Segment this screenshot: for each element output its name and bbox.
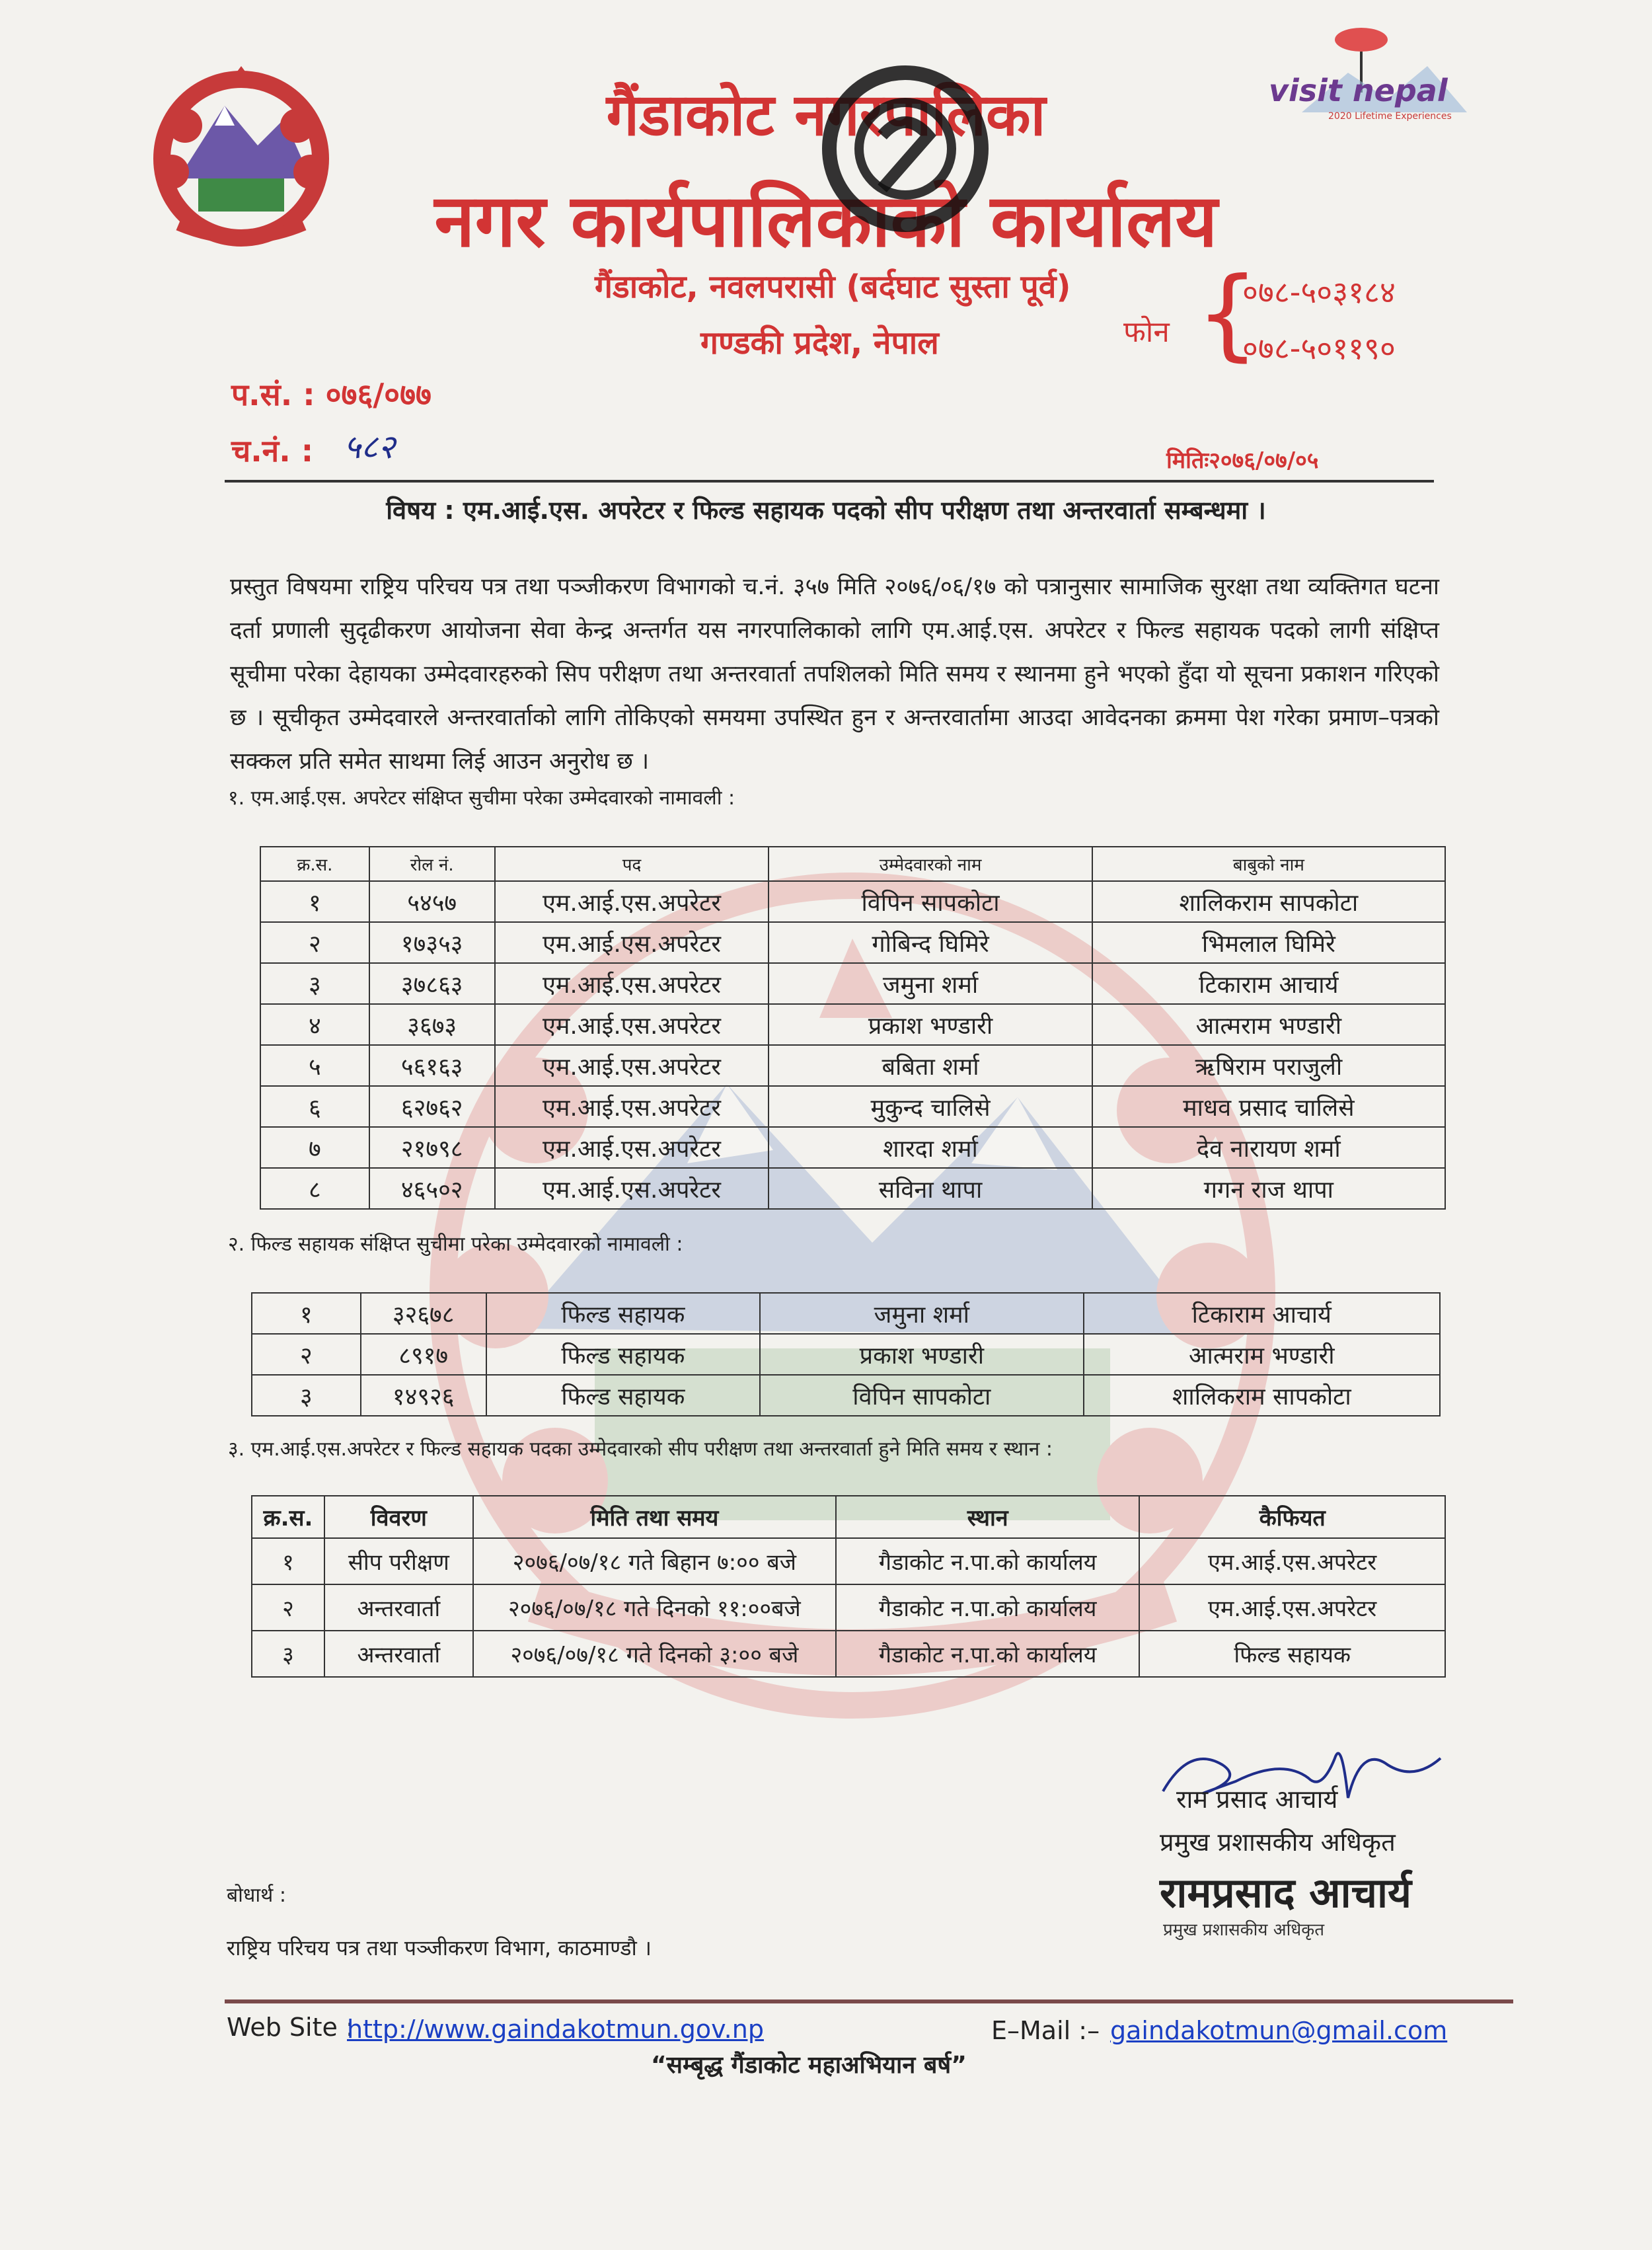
table-header-row: [260, 847, 1445, 881]
table-cell: सीप परीक्षण: [324, 1538, 473, 1584]
section-3-title: ३. एम.आई.एस.अपरेटर र फिल्ड सहायक पदका उम्मेदवारको सीप परीक्षण तथा अन्तरवार्ता हुने मिति समय र स्थान :: [228, 1438, 1053, 1461]
table-cell: एम.आई.एस.अपरेटर: [495, 1168, 769, 1209]
header-divider: [225, 480, 1434, 483]
table-cell: आत्मराम भण्डारी: [1084, 1334, 1440, 1375]
table-cell: १४९२६: [361, 1375, 486, 1416]
office-seal-icon: [819, 63, 991, 235]
office-name: नगर कार्यपालिकाको कार्यालय: [434, 178, 1218, 263]
table-cell: ५४५७: [369, 881, 495, 922]
table-cell: टिकाराम आचार्य: [1092, 963, 1445, 1004]
table-cell: गोबिन्द घिमिरे: [769, 922, 1092, 963]
slogan: “सम्बृद्ध गैंडाकोट महाअभियान बर्ष”: [651, 2052, 967, 2079]
address-line-2: गण्डकी प्रदेश, नेपाल: [700, 325, 939, 362]
visit-nepal-sub: 2020 Lifetime Experiences: [1328, 111, 1452, 122]
table-cell: गैडाकोट न.पा.को कार्यालय: [836, 1584, 1139, 1631]
table-cell: ३: [260, 963, 369, 1004]
table-row: [252, 1538, 1445, 1584]
table-cell: फिल्ड सहायक: [486, 1293, 761, 1334]
table-cell: ऋषिराम पराजुली: [1092, 1045, 1445, 1086]
table-cell: ३६७३: [369, 1004, 495, 1045]
table-cell: एम.आई.एस.अपरेटर: [495, 1127, 769, 1168]
visit-nepal-text: visit nepal: [1269, 73, 1448, 108]
table-cell: ३२६७८: [361, 1293, 486, 1334]
table-cell: २१७९८: [369, 1127, 495, 1168]
table-row: [252, 1631, 1445, 1677]
table-row: [252, 1375, 1440, 1416]
table-cell: ६: [260, 1086, 369, 1127]
table-cell: १: [252, 1293, 361, 1334]
column-header: क्र.स.: [260, 847, 369, 881]
address-line-1: गैंडाकोट, नवलपरासी (बर्दघाट सुस्ता पूर्व): [595, 268, 1071, 305]
table-cell: एम.आई.एस.अपरेटर: [495, 1045, 769, 1086]
section-2-title: २. फिल्ड सहायक संक्षिप्त सुचीमा परेका उम्मेदवारको नामावली :: [228, 1233, 683, 1256]
table-cell: २: [252, 1584, 324, 1631]
table-cell: गैडाकोट न.पा.को कार्यालय: [836, 1631, 1139, 1677]
table-cell: गगन राज थापा: [1092, 1168, 1445, 1209]
column-header: क्र.स.: [252, 1496, 324, 1538]
table-cell: शालिकराम सापकोटा: [1092, 881, 1445, 922]
table-cell: १: [252, 1538, 324, 1584]
column-header: मिति तथा समय: [473, 1496, 836, 1538]
table-cell: प्रकाश भण्डारी: [769, 1004, 1092, 1045]
table-cell: एम.आई.एस.अपरेटर: [495, 1086, 769, 1127]
table-row: [260, 1004, 1445, 1045]
table-cell: जमुना शर्मा: [760, 1293, 1083, 1334]
table-cell: गैडाकोट न.पा.को कार्यालय: [836, 1538, 1139, 1584]
email-label: E–Mail :–: [991, 2016, 1100, 2045]
table-cell: ५६१६३: [369, 1045, 495, 1086]
table-cell: बबिता शर्मा: [769, 1045, 1092, 1086]
phone-brace: {: [1196, 256, 1259, 371]
table-cell: एम.आई.एस.अपरेटर: [495, 963, 769, 1004]
table-cell: विपिन सापकोटा: [760, 1375, 1083, 1416]
table-cell: भिमलाल घिमिरे: [1092, 922, 1445, 963]
table-cell: २: [260, 922, 369, 963]
table-row: [260, 963, 1445, 1004]
reference-cn-label: च.नं. :: [231, 433, 314, 469]
table-cell: २०७६/०७/१८ गते दिनको ३:०० बजे: [473, 1631, 836, 1677]
table-row: [260, 1086, 1445, 1127]
website-link[interactable]: http://www.gaindakotmun.gov.np: [347, 2015, 764, 2044]
table-cell: ५: [260, 1045, 369, 1086]
table-cell: जमुना शर्मा: [769, 963, 1092, 1004]
footer-divider: [225, 1999, 1513, 2003]
table-row: [260, 1168, 1445, 1209]
column-header: पद: [495, 847, 769, 881]
table-cell: एम.आई.एस.अपरेटर: [1139, 1538, 1445, 1584]
phone-number-2: ०७८-५०११९०: [1242, 330, 1396, 366]
table-cell: माधव प्रसाद चालिसे: [1092, 1086, 1445, 1127]
column-header: विवरण: [324, 1496, 473, 1538]
email-link[interactable]: gaindakotmun@gmail.com: [1110, 2016, 1448, 2045]
cc-recipient: राष्ट्रिय परिचय पत्र तथा पञ्जीकरण विभाग, काठमाण्डौ ।: [227, 1935, 652, 1960]
table-cell: देव नारायण शर्मा: [1092, 1127, 1445, 1168]
table-cell: ४६५०२: [369, 1168, 495, 1209]
table-cell: २०७६/०७/१८ गते बिहान ७:०० बजे: [473, 1538, 836, 1584]
column-header: उम्मेदवारको नाम: [769, 847, 1092, 881]
table-cell: अन्तरवार्ता: [324, 1631, 473, 1677]
table-row: [252, 1584, 1445, 1631]
table-cell: एम.आई.एस.अपरेटर: [495, 1004, 769, 1045]
table-row: [260, 881, 1445, 922]
signatory-title: प्रमुख प्रशासकीय अधिकृत: [1160, 1828, 1396, 1857]
column-header: बाबुको नाम: [1092, 847, 1445, 881]
website-label: Web Site :: [227, 2013, 354, 2042]
subject-line: विषय : एम.आई.एस. अपरेटर र फिल्ड सहायक पदको सीप परीक्षण तथा अन्तरवार्ता सम्बन्धमा ।: [386, 496, 1266, 525]
table-cell: १७३५३: [369, 922, 495, 963]
table-cell: ८: [260, 1168, 369, 1209]
phone-number-1: ०७८-५०३१८४: [1242, 274, 1396, 310]
letter-date: मितिः२०७६/०७/०५: [1166, 447, 1319, 474]
table-cell: ६२७६२: [369, 1086, 495, 1127]
table-cell: २: [252, 1334, 361, 1375]
table-cell: विपिन सापकोटा: [769, 881, 1092, 922]
table-cell: मुकुन्द चालिसे: [769, 1086, 1092, 1127]
table-cell: शारदा शर्मा: [769, 1127, 1092, 1168]
table-cell: सविना थापा: [769, 1168, 1092, 1209]
table-cell: ३७८६३: [369, 963, 495, 1004]
column-header: रोल नं.: [369, 847, 495, 881]
table-cell: १: [260, 881, 369, 922]
section-1-title: १. एम.आई.एस. अपरेटर संक्षिप्त सुचीमा परेका उम्मेदवारको नामावली :: [228, 787, 735, 810]
table-row: [260, 1045, 1445, 1086]
table-cell: प्रकाश भण्डारी: [760, 1334, 1083, 1375]
table-cell: एम.आई.एस.अपरेटर: [1139, 1584, 1445, 1631]
table-cell: ८९१७: [361, 1334, 486, 1375]
table-cell: फिल्ड सहायक: [1139, 1631, 1445, 1677]
column-header: कैफियत: [1139, 1496, 1445, 1538]
exam-schedule-table: [251, 1495, 1446, 1678]
reference-ps: प.सं. : ०७६/०७७: [231, 377, 432, 412]
reference-cn-value: ५८२: [344, 428, 395, 466]
municipality-name: गैंडाकोट नगरपालिका: [606, 81, 1046, 149]
table-cell: ७: [260, 1127, 369, 1168]
table-row: [252, 1293, 1440, 1334]
cc-label: बोधार्थ :: [227, 1884, 286, 1907]
table-row: [260, 1127, 1445, 1168]
phone-label: फोन: [1123, 315, 1170, 349]
table-row: [252, 1334, 1440, 1375]
table-cell: फिल्ड सहायक: [486, 1334, 761, 1375]
table-cell: ३: [252, 1375, 361, 1416]
table-cell: एम.आई.एस.अपरेटर: [495, 881, 769, 922]
table-cell: ३: [252, 1631, 324, 1677]
table-cell: एम.आई.एस.अपरेटर: [495, 922, 769, 963]
table-cell: टिकाराम आचार्य: [1084, 1293, 1440, 1334]
name-stamp: रामप्रसाद आचार्य: [1160, 1869, 1411, 1917]
body-paragraph: प्रस्तुत विषयमा राष्ट्रिय परिचय पत्र तथा पञ्जीकरण विभागको च.नं. ३५७ मिति २०७६/०६/१७ को पत्रानुसार सामाजिक सुरक्षा तथा व्यक्तिगत घटना दर्ता प्रणाली सुदृढीकरण आयोजना सेवा केन्द्र अन्तर्गत यस नगरपालिकाको लागि एम.आई.एस. अपरेटर र फिल्ड सहायक पदको लागी संक्षिप्त सूचीमा परेका देहायका उम्मेदवारहरुको सिप परीक्षण तथा अन्तरवार्ता तपशिलको मिति समय र स्थानमा हुने भएको हुँदा यो सूचना प्रकाशन गरिएको छ । सूचीकृत उम्मेदवारले अन्तरवार्ताको लागि तोकिएको समयमा उपस्थित हुन र अन्तरवार्तामा आउदा आवेदनका क्रममा पेश गरेका प्रमाण–पत्रको सक्कल प्रति समेत साथमा लिई आउन अनुरोध छ ।: [230, 574, 1439, 775]
table-cell: ४: [260, 1004, 369, 1045]
signatory-name: राम प्रसाद आचार्य: [1176, 1785, 1338, 1814]
table-cell: आत्मराम भण्डारी: [1092, 1004, 1445, 1045]
table-cell: अन्तरवार्ता: [324, 1584, 473, 1631]
field-assistant-candidates-table: [251, 1292, 1441, 1416]
table-cell: २०७६/०७/१८ गते दिनको ११:००बजे: [473, 1584, 836, 1631]
table-cell: शालिकराम सापकोटा: [1084, 1375, 1440, 1416]
name-stamp-subtitle: प्रमुख प्रशासकीय अधिकृत: [1163, 1920, 1325, 1940]
table-row: [260, 922, 1445, 963]
table-cell: फिल्ड सहायक: [486, 1375, 761, 1416]
column-header: स्थान: [836, 1496, 1139, 1538]
mis-operator-candidates-table: [260, 846, 1446, 1210]
table-header-row: [252, 1496, 1445, 1538]
